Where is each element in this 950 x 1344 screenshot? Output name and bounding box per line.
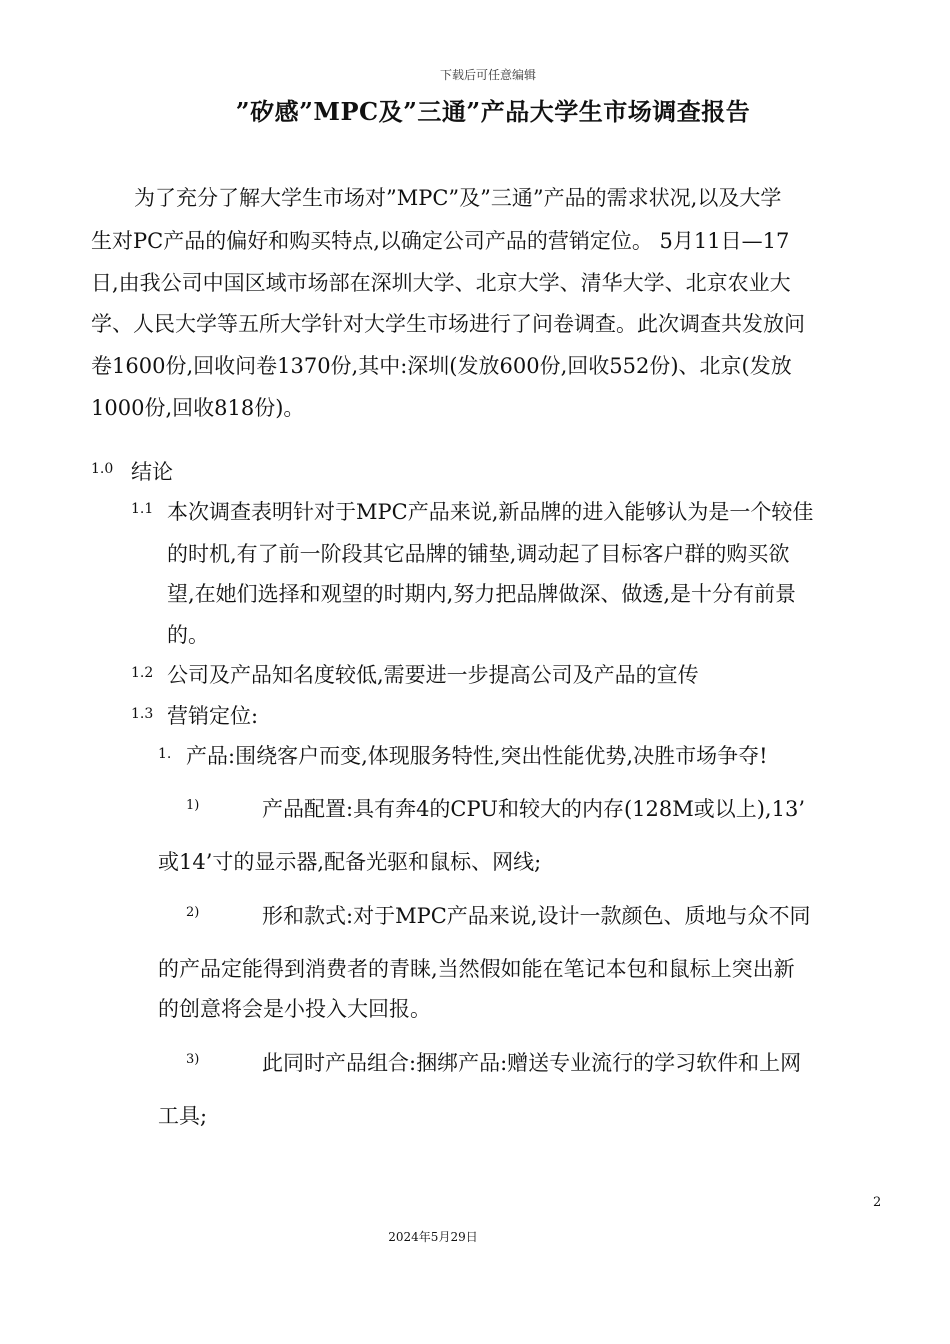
sub-item-number: 1. — [158, 746, 172, 762]
item-number: 1.1 — [131, 501, 154, 517]
item-line: 公司及产品知名度较低,需要进一步提高公司及产品的宣传 — [167, 663, 699, 687]
section-title: 结论 — [131, 460, 173, 484]
intro-line: 卷1600份,回收问卷1370份,其中:深圳(发放600份,回收552份)、北京(发放 — [91, 354, 792, 378]
point-number: 1) — [186, 798, 200, 813]
point-line: 形和款式:对于MPC产品来说,设计一款颜色、质地与众不同 — [262, 904, 811, 928]
section-number: 1.0 — [91, 461, 114, 477]
item-line: 本次调查表明针对于MPC产品来说,新品牌的进入能够认为是一个较佳 — [167, 500, 814, 524]
point-line: 产品配置:具有奔4的CPU和较大的内存(128M或以上),13’ — [262, 797, 806, 821]
intro-line: 为了充分了解大学生市场对”MPC”及”三通”产品的需求状况,以及大学 — [134, 186, 782, 210]
item-number: 1.2 — [131, 665, 154, 681]
point-number: 3) — [186, 1052, 200, 1067]
item-line: 的时机,有了前一阶段其它品牌的铺垫,调动起了目标客户群的购买欲 — [167, 542, 790, 566]
page-number: 2 — [873, 1195, 882, 1210]
item-number: 1.3 — [131, 706, 154, 722]
header-note: 下载后可任意编辑 — [439, 68, 536, 82]
point-line: 此同时产品组合:捆绑产品:赠送专业流行的学习软件和上网 — [262, 1051, 802, 1075]
document-title: ”矽感”MPC及”三通”产品大学生市场调查报告 — [235, 97, 751, 126]
point-line: 或14’寸的显示器,配备光驱和鼠标、网线; — [158, 850, 542, 874]
intro-line: 1000份,回收818份)。 — [91, 396, 305, 420]
item-line: 营销定位: — [167, 704, 259, 728]
item-line: 的。 — [167, 623, 209, 647]
point-line: 的创意将会是小投入大回报。 — [158, 997, 431, 1021]
intro-line: 生对PC产品的偏好和购买特点,以确定公司产品的营销定位。 5月11日—17 — [91, 229, 790, 253]
footer-date: 2024年5月29日 — [388, 1230, 478, 1244]
item-line: 望,在她们选择和观望的时期内,努力把品牌做深、做透,是十分有前景 — [167, 582, 797, 606]
intro-line: 学、人民大学等五所大学针对大学生市场进行了问卷调查。此次调查共发放问 — [91, 312, 805, 336]
sub-item-text: 产品:围绕客户而变,体现服务特性,突出性能优势,决胜市场争夺! — [186, 744, 768, 768]
point-line: 工具; — [158, 1104, 208, 1128]
intro-line: 日,由我公司中国区域市场部在深圳大学、北京大学、清华大学、北京农业大 — [91, 271, 791, 295]
point-number: 2) — [186, 905, 200, 920]
point-line: 的产品定能得到消费者的青睐,当然假如能在笔记本包和鼠标上突出新 — [158, 957, 795, 981]
